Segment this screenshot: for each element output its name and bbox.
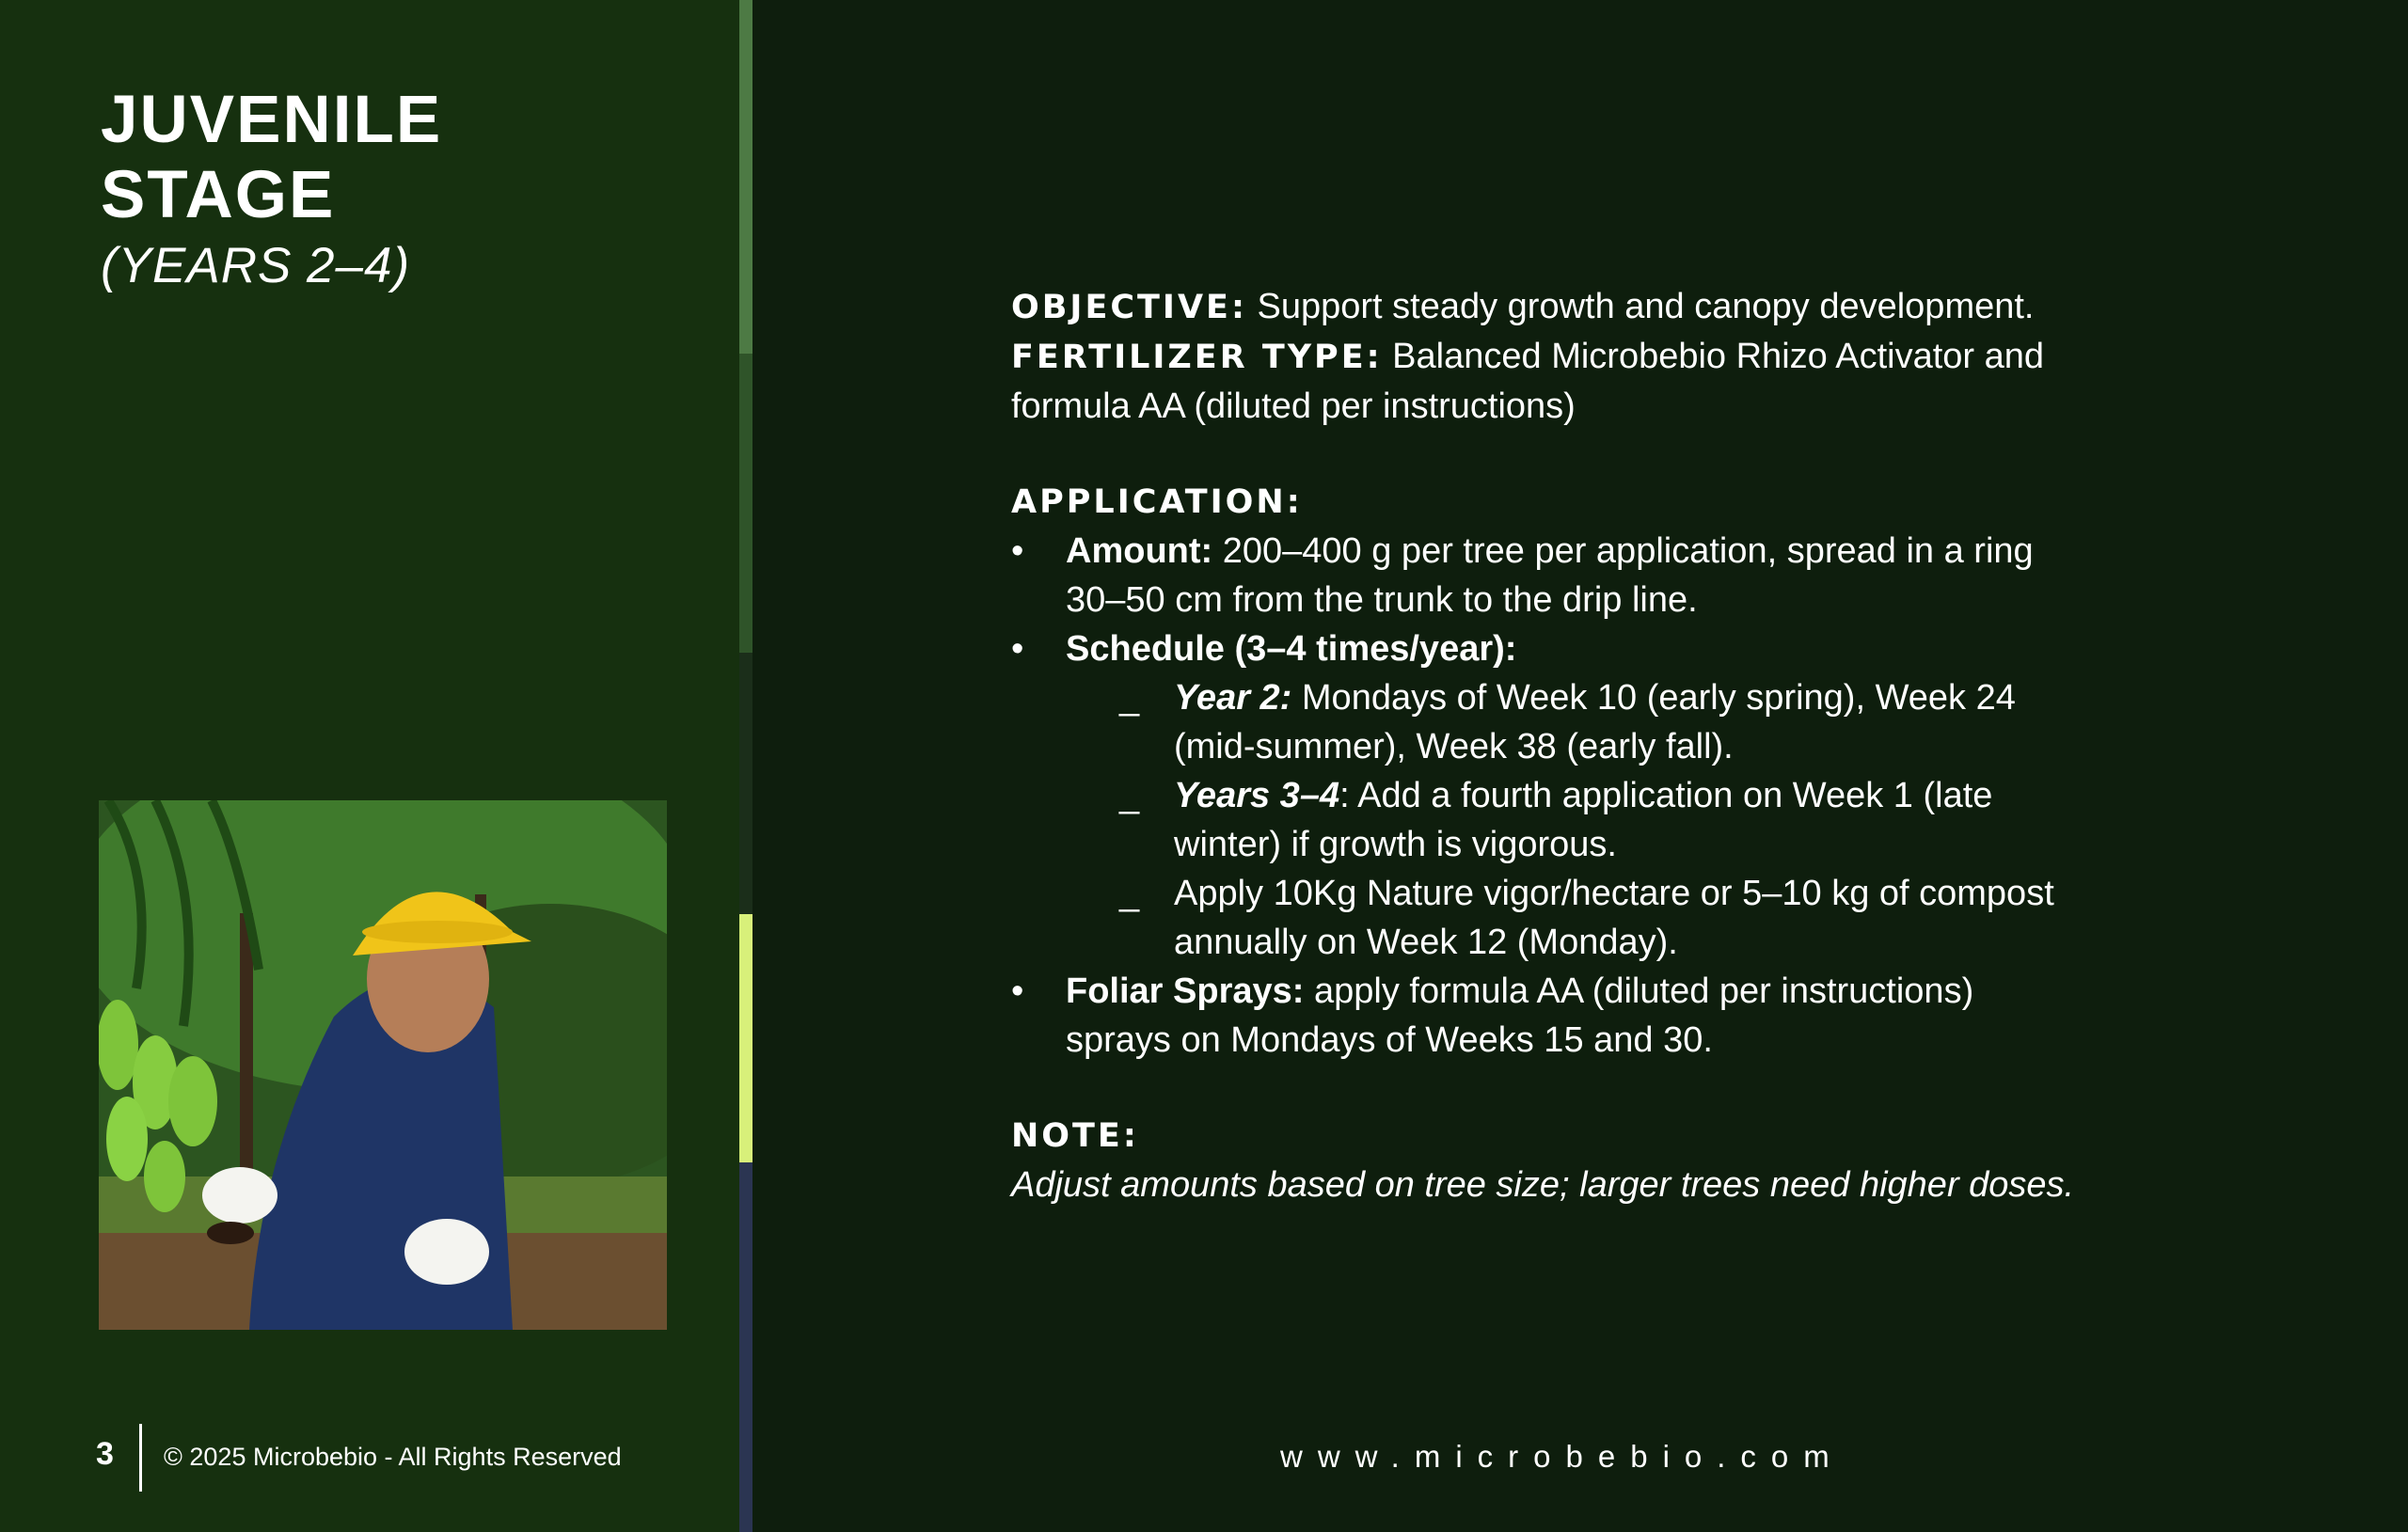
objective-label: OBJECTIVE:: [1011, 289, 1247, 326]
year2-label: Year 2:: [1174, 678, 1292, 718]
fertilizer-text: Balanced Microbebio Rhizo Activator and: [1382, 337, 2045, 376]
accent-stripe-1: [739, 0, 752, 354]
website-url: www.microbebio.com: [1280, 1439, 1845, 1474]
title-line-2: STAGE: [101, 158, 336, 232]
fertilizer-label: FERTILIZER TYPE:: [1011, 339, 1383, 376]
amount-label: Amount:: [1066, 531, 1213, 571]
accent-stripe-4: [739, 914, 752, 1162]
title-line-1: JUVENILE: [101, 83, 443, 157]
foliar-label: Foliar Sprays:: [1066, 971, 1305, 1011]
objective-text: Support steady growth and canopy development.: [1246, 287, 2035, 326]
footer-divider: [139, 1424, 142, 1492]
accent-stripe-3: [739, 653, 752, 914]
years34-text: : Add a fourth application on Week 1 (late: [1339, 776, 1993, 815]
fertilizer-line: [1011, 332, 2187, 382]
schedule-label: • Schedule (3–4 times/year):: [1066, 629, 1517, 669]
page-title: [101, 83, 442, 233]
years34-label: Years 3–4: [1174, 776, 1340, 815]
objective-line: [1011, 282, 2187, 332]
schedule-bullet: [1011, 624, 2187, 673]
accent-stripe-5: [739, 1162, 752, 1532]
note-label: NOTE:: [1011, 1117, 1139, 1155]
page-number: 3: [96, 1436, 114, 1472]
compost-text-continued: annually on Week 12 (Monday).: [1174, 923, 1678, 962]
year2-text: Mondays of Week 10 (early spring), Week 24: [1291, 678, 2016, 718]
compost-text: _ Apply 10Kg Nature vigor/hectare or 5–10 kg of compost: [1174, 874, 2054, 913]
amount-bullet: [1011, 527, 2187, 624]
years34-subitem: [1011, 771, 2187, 869]
foliar-text: apply formula AA (diluted per instructions): [1304, 971, 1974, 1011]
fertilizer-text-continued: formula AA (diluted per instructions): [1011, 387, 1576, 426]
foliar-text-continued: sprays on Mondays of Weeks 15 and 30.: [1066, 1020, 1713, 1060]
compost-subitem: [1011, 869, 2187, 967]
years34-text-continued: winter) if growth is vigorous.: [1174, 825, 1617, 864]
page-subtitle: (YEARS 2–4): [101, 238, 411, 293]
note-text: Adjust amounts based on tree size; larger trees need higher doses.: [1011, 1165, 2075, 1205]
farmer-photo: [99, 800, 667, 1330]
content-body: [1011, 282, 2187, 1209]
foliar-bullet: [1011, 967, 2187, 1065]
year2-text-continued: (mid-summer), Week 38 (early fall).: [1174, 727, 1734, 766]
spacer: [1011, 431, 2187, 478]
amount-text: 200–400 g per tree per application, spread in a ring: [1212, 531, 2034, 571]
application-label: APPLICATION:: [1011, 483, 1303, 521]
copyright-text: © 2025 Microbebio - All Rights Reserved: [164, 1443, 622, 1471]
amount-text-continued: 30–50 cm from the trunk to the drip line.: [1066, 580, 1698, 620]
spacer: [1011, 1065, 2187, 1112]
year2-subitem: [1011, 673, 2187, 771]
accent-stripe-2: [739, 354, 752, 653]
